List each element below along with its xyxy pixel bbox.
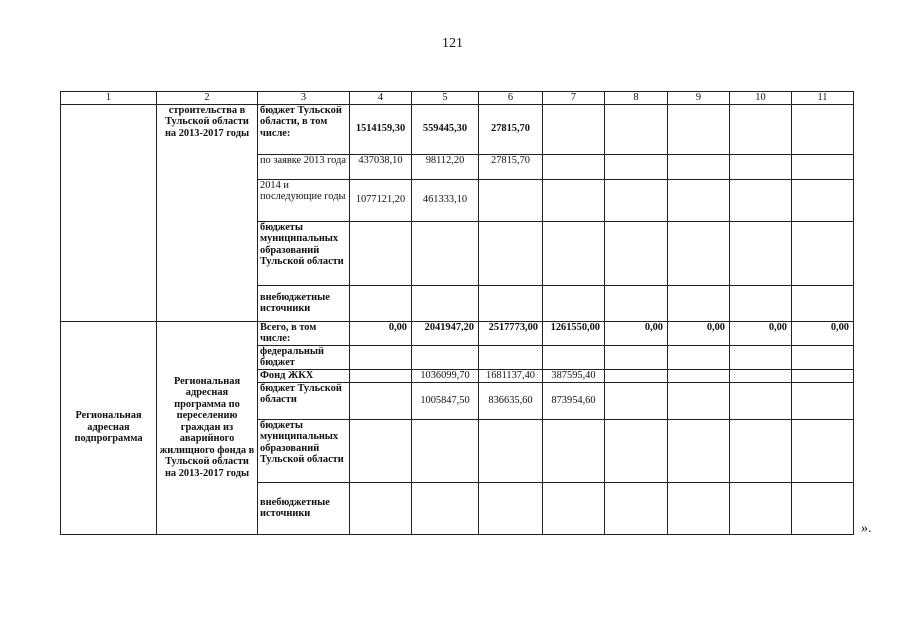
cell-value: 559445,30 (412, 104, 479, 154)
page-number: 121 (442, 36, 463, 51)
column-header: 11 (792, 92, 854, 105)
subprogram-name: Региональная адресная подпрограмма (61, 321, 157, 534)
row-label: 2014 и последующие годы (258, 179, 350, 221)
cell-value: 1681137,40 (479, 369, 543, 382)
row-label: внебюджетные источники (258, 482, 350, 534)
column-header: 8 (605, 92, 668, 105)
budget-table (60, 91, 854, 535)
row-label: по заявке 2013 года (258, 154, 350, 179)
cell-value: 0,00 (605, 321, 668, 345)
cell-value: 1514159,30 (350, 104, 412, 154)
block2-program-name: Региональная адресная программа по переселению граждан из аварийного жилищного фонда в Тульской области на 2013-2017 годы (157, 321, 258, 534)
row-label: внебюджетные источники (258, 285, 350, 321)
cell-value: 1077121,20 (350, 179, 412, 221)
cell-value: 27815,70 (479, 104, 543, 154)
cell-value: 1036099,70 (412, 369, 479, 382)
cell-value: 836635,60 (479, 382, 543, 419)
column-header: 3 (258, 92, 350, 105)
row-label: федеральный бюджет (258, 345, 350, 369)
cell-value: 0,00 (792, 321, 854, 345)
cell-value: 27815,70 (479, 154, 543, 179)
column-header: 10 (730, 92, 792, 105)
row-label: Всего, в том числе: (258, 321, 350, 345)
cell-value: 0,00 (668, 321, 730, 345)
table-row (61, 321, 854, 345)
column-header: 6 (479, 92, 543, 105)
column-header: 7 (543, 92, 605, 105)
row-label: бюджеты муниципальных образований Тульской области (258, 419, 350, 482)
cell-value: 0,00 (730, 321, 792, 345)
cell-value: 98112,20 (412, 154, 479, 179)
column-header: 2 (157, 92, 258, 105)
cell-value: 2517773,00 (479, 321, 543, 345)
cell-value: 1005847,50 (412, 382, 479, 419)
row-label: бюджет Тульской области (258, 382, 350, 419)
cell-value: 2041947,20 (412, 321, 479, 345)
cell-value: 873954,60 (543, 382, 605, 419)
column-header: 1 (61, 92, 157, 105)
block1-program-name: строительства в Тульской области на 2013-2017 годы (157, 104, 258, 321)
column-header: 9 (668, 92, 730, 105)
row-label: Фонд ЖКХ (258, 369, 350, 382)
row-label: бюджет Тульской области, в том числе: (258, 104, 350, 154)
cell-value: 461333,10 (412, 179, 479, 221)
column-header: 5 (412, 92, 479, 105)
column-number-row (61, 92, 854, 105)
cell-value: 387595,40 (543, 369, 605, 382)
cell-value: 0,00 (350, 321, 412, 345)
cell-value: 1261550,00 (543, 321, 605, 345)
closing-quote-mark: ». (861, 521, 872, 536)
cell-value: 437038,10 (350, 154, 412, 179)
row-label: бюджеты муниципальных образований Тульской области (258, 221, 350, 285)
column-header: 4 (350, 92, 412, 105)
block1-col1 (61, 104, 157, 321)
table-row (61, 104, 854, 154)
